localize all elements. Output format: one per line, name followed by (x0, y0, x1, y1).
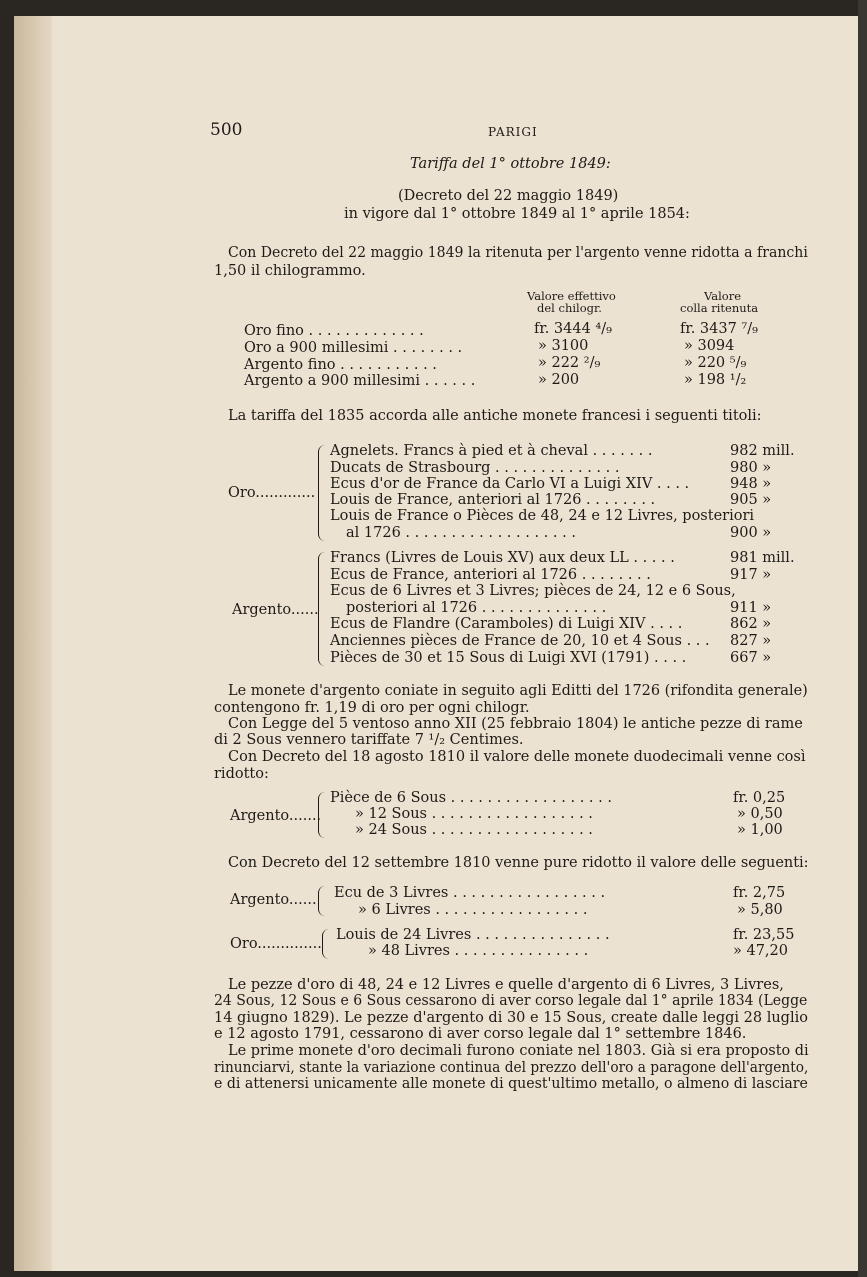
reduction-value: » 0,50 (737, 806, 783, 822)
decree-value: » 5,80 (737, 902, 783, 918)
reduction-group-label: Argento....... (230, 808, 322, 824)
decree-oro-label: Oro.............. (230, 936, 322, 952)
coin-title-value: 667 » (730, 650, 772, 666)
decree-row: Louis de 24 Livres . . . . . . . . . . . . . . . (336, 927, 610, 943)
reduction-value: » 1,00 (737, 822, 783, 838)
coin-title-row: Ecus d'or de France da Carlo VI a Luigi XIV . . . . (330, 476, 690, 492)
body-line: di 2 Sous vennero tariffate 7 ¹/₂ Centimes. (214, 732, 524, 748)
decree-row: Ecu de 3 Livres . . . . . . . . . . . . . . . . . (334, 885, 606, 901)
coin-title-value: 981 mill. (730, 550, 795, 566)
coin-title-value: 905 » (730, 492, 772, 508)
titles-1835-intro: La tariffa del 1835 accorda alle antiche monete francesi i seguenti titoli: (228, 408, 762, 424)
coin-title-value: 827 » (730, 633, 772, 649)
body-line: e di attenersi unicamente alle monete di quest'ultimo metallo, o almeno di lasciare (214, 1076, 808, 1092)
tariff-validity: in vigore dal 1° ottobre 1849 al 1° aprile 1854: (344, 206, 690, 222)
coin-title-row: posteriori al 1726 . . . . . . . . . . . . . . (346, 600, 607, 616)
tariff-decree: (Decreto del 22 maggio 1849) (398, 188, 619, 204)
coin-title-row: Ecus de France, anteriori al 1726 . . . . . . . . (330, 567, 651, 583)
tariff-row-value-effective: » 200 (538, 372, 580, 388)
col-header-retained-2: colla ritenuta (680, 301, 759, 315)
page-number: 500 (210, 120, 243, 140)
coin-title-row: Louis de France o Pièces de 48, 24 e 12 Livres, posteriori (330, 508, 755, 524)
tariff-row-value-effective: fr. 3444 ⁴/₉ (534, 321, 612, 337)
coin-title-row: Anciennes pièces de France de 20, 10 et 4 Sous . . . (330, 633, 710, 649)
coin-title-value: 980 » (730, 460, 772, 476)
decree-oro-brace (322, 929, 329, 959)
running-title: PARIGI (488, 125, 538, 139)
scan-edge (858, 0, 867, 1277)
body-line: Le pezze d'oro di 48, 24 e 12 Livres e quelle d'argento di 6 Livres, 3 Livres, (228, 977, 784, 993)
decree-row: » 48 Livres . . . . . . . . . . . . . . . (368, 943, 589, 959)
coin-title-value: 917 » (730, 567, 772, 583)
tariff-row-label: Argento fino . . . . . . . . . . . (244, 357, 437, 373)
tariff-row-label: Argento a 900 millesimi . . . . . . (244, 373, 476, 389)
decree-1810-intro: Con Decreto del 12 settembre 1810 venne pure ridotto il valore delle seguenti: (228, 855, 809, 871)
coin-title-value: 900 » (730, 525, 772, 541)
coin-title-row: Pièces de 30 et 15 Sous di Luigi XVI (1791) . . . . (330, 650, 687, 666)
tariff-row-value-retained: » 3094 (684, 338, 735, 354)
coin-title-row: Ecus de 6 Livres et 3 Livres; pièces de 24, 12 e 6 Sous, (330, 583, 736, 599)
body-line: Le monete d'argento coniate in seguito agli Editti del 1726 (rifondita generale) (228, 683, 808, 699)
decree-row: » 6 Livres . . . . . . . . . . . . . . . . . (358, 902, 588, 918)
coin-title-value: 911 » (730, 600, 772, 616)
reduction-brace (318, 792, 325, 838)
argento-brace (318, 552, 325, 666)
coin-title-value: 862 » (730, 616, 772, 632)
coin-title-value: 948 » (730, 476, 772, 492)
coin-title-value: 982 mill. (730, 443, 795, 459)
coin-title-row: Francs (Livres de Louis XV) aux deux LL . . . . . (330, 550, 675, 566)
body-line: Le prime monete d'oro decimali furono coniate nel 1803. Già si era proposto di (228, 1043, 809, 1059)
body-line: e 12 agosto 1791, cessarono di aver corso legale dal 1° settembre 1846. (214, 1026, 747, 1042)
reduction-value: fr. 0,25 (733, 790, 786, 806)
decree-argento-label: Argento...... (230, 892, 317, 908)
tariff-row-value-retained: » 220 ⁵/₉ (684, 355, 747, 371)
decree-value: fr. 23,55 (733, 927, 795, 943)
tariff-title: Tariffa del 1° ottobre 1849: (410, 156, 611, 172)
decree-value: fr. 2,75 (733, 885, 786, 901)
oro-group-label: Oro............. (228, 485, 316, 501)
coin-title-row: Agnelets. Francs à pied et à cheval . . . . . . . (330, 443, 653, 459)
body-line: ridotto: (214, 766, 269, 782)
tariff-intro-line-1: Con Decreto del 22 maggio 1849 la ritenuta per l'argento venne ridotta a franchi (228, 245, 808, 261)
coin-title-row: Ducats de Strasbourg . . . . . . . . . . . . . . (330, 460, 620, 476)
reduction-row: Pièce de 6 Sous . . . . . . . . . . . . . . . . . . (330, 790, 612, 806)
oro-brace (318, 445, 325, 541)
body-line: contengono fr. 1,19 di oro per ogni chilogr. (214, 700, 530, 716)
argento-group-label: Argento...... (232, 602, 319, 618)
tariff-row-value-effective: » 222 ²/₉ (538, 355, 601, 371)
tariff-row-label: Oro a 900 millesimi . . . . . . . . (244, 340, 463, 356)
coin-title-row: Ecus de Flandre (Caramboles) di Luigi XIV . . . . (330, 616, 683, 632)
reduction-row: » 24 Sous . . . . . . . . . . . . . . . . . . (355, 822, 593, 838)
tariff-row-label: Oro fino . . . . . . . . . . . . . (244, 323, 424, 339)
page-gutter (14, 16, 52, 1271)
col-header-retained-1: Valore (704, 289, 742, 303)
tariff-intro-line-2: 1,50 il chilogrammo. (214, 263, 366, 279)
body-line: 14 giugno 1829). Le pezze d'argento di 30 e 15 Sous, create dalle leggi 28 luglio (214, 1010, 808, 1026)
body-line: Con Legge del 5 ventoso anno XII (25 febbraio 1804) le antiche pezze di rame (228, 716, 803, 732)
col-header-effective-2: del chilogr. (537, 301, 602, 315)
tariff-row-value-retained: » 198 ¹/₂ (684, 372, 747, 388)
body-line: Con Decreto del 18 agosto 1810 il valore delle monete duodecimali venne così (228, 749, 806, 765)
body-line: rinunciarvi, stante la variazione continua del prezzo dell'oro a paragone dell'argento, (214, 1060, 809, 1076)
reduction-row: » 12 Sous . . . . . . . . . . . . . . . . . . (355, 806, 593, 822)
tariff-row-value-effective: » 3100 (538, 338, 589, 354)
tariff-row-value-retained: fr. 3437 ⁷/₉ (680, 321, 758, 337)
coin-title-row: al 1726 . . . . . . . . . . . . . . . . . . . (346, 525, 576, 541)
col-header-effective-1: Valore effettivo (527, 289, 616, 303)
body-line: 24 Sous, 12 Sous e 6 Sous cessarono di aver corso legale dal 1° aprile 1834 (Legge (214, 993, 808, 1009)
decree-argento-brace (318, 886, 325, 916)
decree-value: » 47,20 (733, 943, 788, 959)
coin-title-row: Louis de France, anteriori al 1726 . . . . . . . . (330, 492, 656, 508)
